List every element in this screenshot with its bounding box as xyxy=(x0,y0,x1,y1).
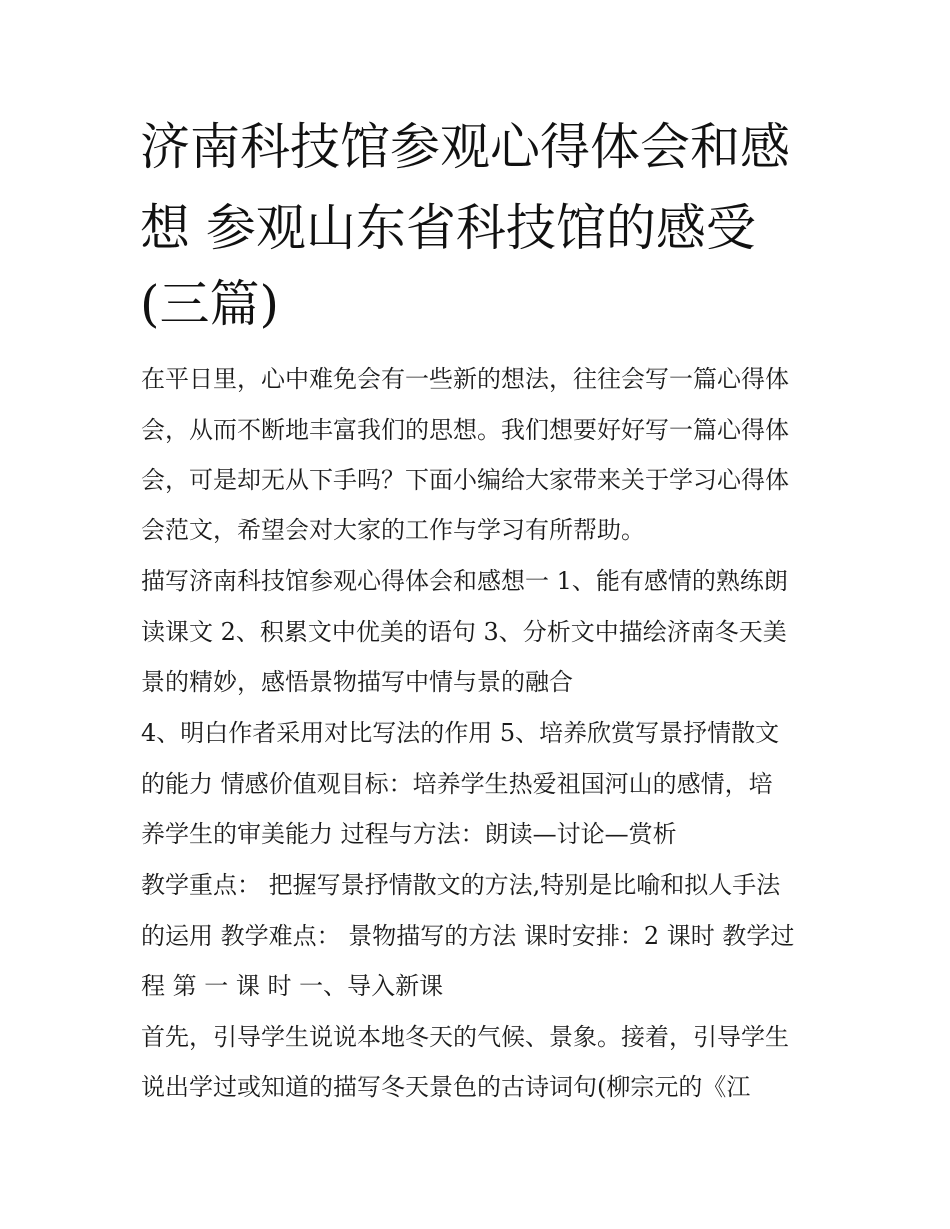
body-line-15: 说出学过或知道的描写冬天景色的古诗词句(柳宗元的《江 xyxy=(141,1073,751,1101)
body-line-2: 会，从而不断地丰富我们的思想。我们想要好好写一篇心得体 xyxy=(141,416,789,444)
document-title-line-1: 济南科技馆参观心得体会和感 xyxy=(140,118,790,176)
body-line-9: 的能力 情感价值观目标：培养学生热爱祖国河山的感情，培 xyxy=(141,770,773,798)
body-line-6: 读课文 2、积累文中优美的语句 3、分析文中描绘济南冬天美 xyxy=(141,618,787,646)
body-line-10: 养学生的审美能力 过程与方法：朗读—讨论—赏析 xyxy=(141,820,677,848)
body-line-4: 会范文，希望会对大家的工作与学习有所帮助。 xyxy=(141,516,645,544)
document-title-line-3: (三篇) xyxy=(140,275,280,333)
body-line-11: 教学重点： 把握写景抒情散文的方法,特别是比喻和拟人手法 xyxy=(141,871,781,899)
body-line-1: 在平日里，心中难免会有一些新的想法，往往会写一篇心得体 xyxy=(141,365,789,393)
body-line-3: 会，可是却无从下手吗？下面小编给大家带来关于学习心得体 xyxy=(141,466,789,494)
body-line-5: 描写济南科技馆参观心得体会和感想一 1、能有感情的熟练朗 xyxy=(141,567,788,595)
body-line-8: 4、明白作者采用对比写法的作用 5、培养欣赏写景抒情散文 xyxy=(141,719,780,747)
body-line-14: 首先，引导学生说说本地冬天的气候、景象。接着，引导学生 xyxy=(141,1023,789,1051)
body-line-7: 景的精妙，感悟景物描写中情与景的融合 xyxy=(141,668,573,696)
body-line-13: 程 第 一 课 时 一、导入新课 xyxy=(141,972,444,1000)
body-line-12: 的运用 教学难点： 景物描写的方法 课时安排：2 课时 教学过 xyxy=(141,922,795,950)
document-title-line-2: 想 参观山东省科技馆的感受 xyxy=(140,199,756,257)
